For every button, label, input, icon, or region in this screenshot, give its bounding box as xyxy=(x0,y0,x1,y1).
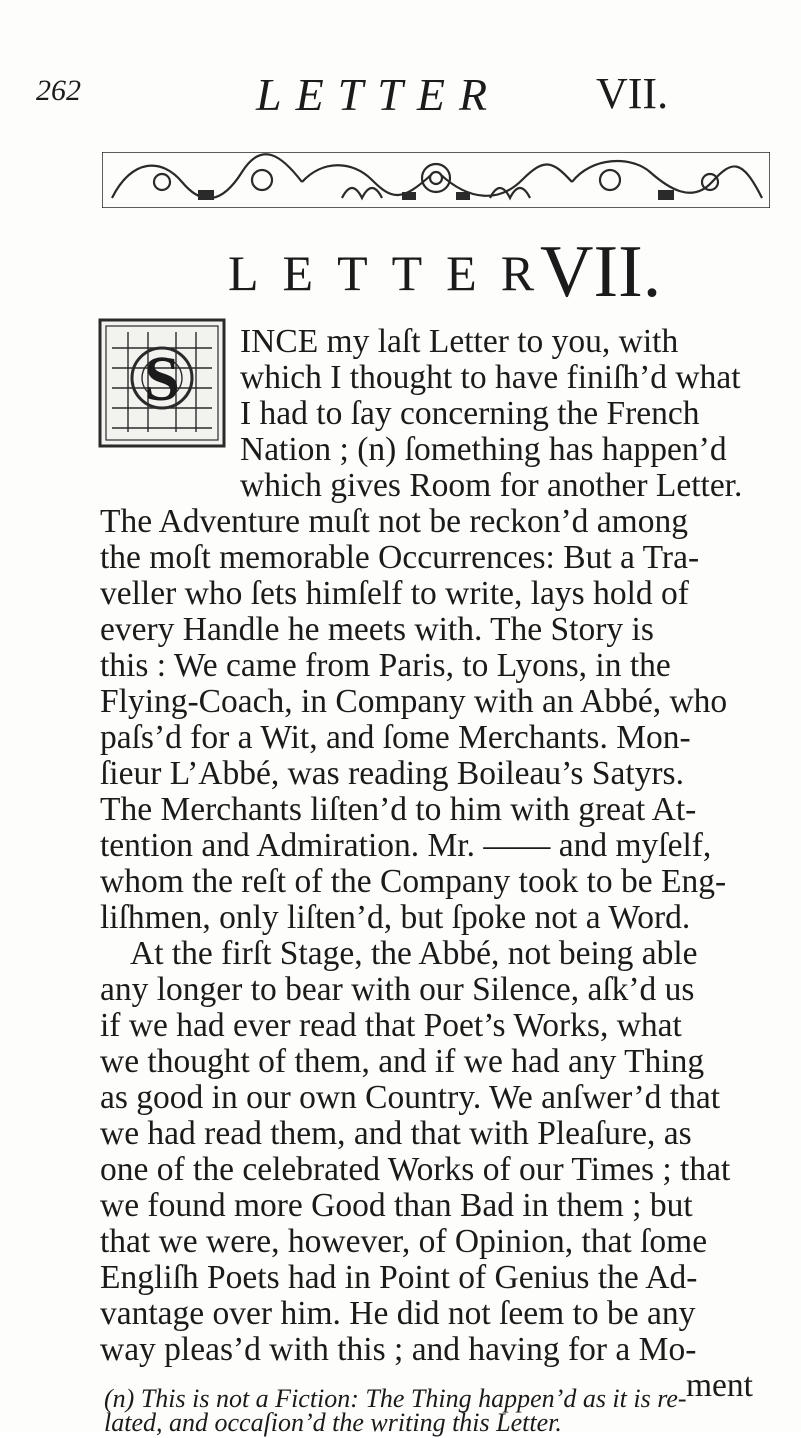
dropcap-illustration xyxy=(98,318,226,448)
catchword: ment xyxy=(686,1367,753,1404)
text-line: Engliſh Poets had in Point of Genius the Ad- xyxy=(100,1259,698,1296)
footnote-line: (n) This is not a Fiction: The Thing happen’d as it is re- xyxy=(104,1384,687,1413)
text-line: if we had ever read that Poet’s Works, what xyxy=(100,1007,682,1044)
text-line: At the firſt Stage, the Abbé, not being able xyxy=(130,935,698,972)
text-line: whom the reſt of the Company took to be Eng- xyxy=(100,863,727,900)
heading-word: LETTER xyxy=(228,245,559,301)
text-line: as good in our own Country. We anſwer’d that xyxy=(100,1079,721,1116)
page-number: 262 xyxy=(36,74,81,107)
heading-numeral: VII. xyxy=(540,231,662,313)
decorative-headpiece xyxy=(102,152,770,208)
text-line: we had read them, and that with Pleaſure, as xyxy=(100,1115,692,1152)
text-line: one of the celebrated Works of our Times ; that xyxy=(100,1151,731,1188)
text-line: we thought of them, and if we had any Thing xyxy=(100,1043,705,1080)
text-line: ſieur L’Abbé, was reading Boileau’s Satyrs. xyxy=(100,755,684,792)
text-line: vantage over him. He did not ſeem to be any xyxy=(100,1295,696,1332)
text-line: any longer to bear with our Silence, aſk’d us xyxy=(100,971,695,1008)
text-line: that we were, however, of Opinion, that ſome xyxy=(100,1223,708,1260)
text-line: which gives Room for another Letter. xyxy=(240,467,743,504)
text-line: which I thought to have finiſh’d what xyxy=(240,359,741,396)
text-line: Nation ; (n) ſomething has happen’d xyxy=(240,431,727,468)
text-line: way pleas’d with this ; and having for a Mo- xyxy=(100,1331,697,1368)
text-line: the moſt memorable Occurrences: But a Tra- xyxy=(100,539,700,576)
running-head xyxy=(0,68,801,128)
dropcap-letter: S xyxy=(144,343,180,414)
text-line: The Merchants liſten’d to him with great At- xyxy=(100,791,697,828)
text-line: we found more Good than Bad in them ; but xyxy=(100,1187,693,1224)
text-line: liſhmen, only liſten’d, but ſpoke not a Word. xyxy=(100,899,691,936)
footnote-line: lated, and occaſion’d the writing this Letter. xyxy=(104,1408,562,1437)
running-numeral: VII. xyxy=(596,69,669,118)
text-line: INCE my laſt Letter to you, with xyxy=(240,323,679,360)
text-line: Flying-Coach, in Company with an Abbé, who xyxy=(100,683,728,720)
running-title: LETTER xyxy=(256,69,502,120)
text-line: veller who ſets himſelf to write, lays hold of xyxy=(100,575,689,612)
text-line: The Adventure muſt not be reckon’d among xyxy=(100,503,688,540)
text-line: tention and Admiration. Mr. —— and myſelf, xyxy=(100,827,712,864)
text-line: paſs’d for a Wit, and ſome Merchants. Mon- xyxy=(100,719,691,756)
text-line: every Handle he meets with. The Story is xyxy=(100,611,654,648)
chapter-heading xyxy=(0,222,801,312)
text-line: I had to ſay concerning the French xyxy=(240,395,700,432)
text-line: this : We came from Paris, to Lyons, in the xyxy=(100,647,671,684)
